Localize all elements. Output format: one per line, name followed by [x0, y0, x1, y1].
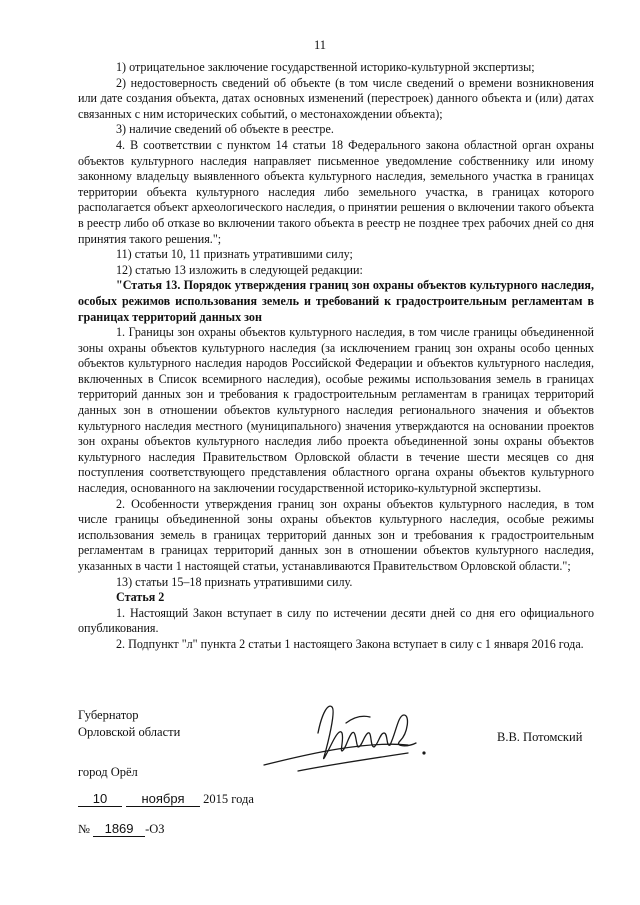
article-2-heading: Статья 2 [116, 590, 165, 605]
date-day: 10 [78, 792, 122, 807]
law-number-suffix: -ОЗ [145, 822, 165, 836]
paragraph: 1) отрицательное заключение государственной историко-культурной экспертизы; [116, 60, 535, 74]
paragraph: 1. Настоящий Закон вступает в силу по истечении десяти дней со дня его официального опубликования. [78, 605, 594, 636]
page-number: 11 [313, 38, 327, 52]
date-year: 2015 года [203, 792, 254, 806]
document-body [78, 60, 594, 653]
paragraph: 2. Особенности утверждения границ зон охраны объектов культурного наследия, в том числе границы объединенной зоны охраны объектов культурного наследия, особые режимы использования земель в границах территорий данных зон и требования к градостроительным регламентам в границах территорий данных зон в отношении объектов культурного наследия, указанных в части 1 настоящей статьи, устанавливаются Правительством Орловской области."; [78, 496, 594, 573]
paragraph: 13) статьи 15–18 признать утратившими силу. [116, 574, 353, 589]
handwritten-signature [258, 693, 430, 783]
signatory-title [78, 707, 180, 741]
date-month: ноября [126, 792, 200, 807]
number-sign: № [78, 822, 90, 836]
signatory-name: В.В. Потомский [497, 730, 583, 744]
signatory-title-line2: Орловской области [78, 725, 181, 739]
paragraph: 4. В соответствии с пунктом 14 статьи 18 Федерального закона областной орган охраны объектов культурного наследия направляет письменное уведомление собственнику или иному законному владельцу выявленного объекта культурного наследия, земельного участка в границах территории объекта культурного наследия либо земельного участка, в границах которого располагается объект археологического наследия, о принятии решения о включении такого объекта в реестр либо об отказе во включении такого объекта в реестр не позднее трех рабочих дней со дня принятия такого решения."; [78, 137, 594, 246]
paragraph: 11) статьи 10, 11 признать утратившими силу; [116, 247, 353, 262]
date-line [78, 792, 254, 807]
signatory-title-line1: Губернатор [78, 708, 139, 722]
paragraph: 2. Подпункт "л" пункта 2 статьи 1 настоящего Закона вступает в силу с 1 января 2016 года. [116, 636, 584, 651]
city: город Орёл [78, 765, 138, 779]
article-13-heading: "Статья 13. Порядок утверждения границ зон охраны объектов культурного наследия, особых режимов использования земель и требований к градостроительным регламентам в границах территорий данных зон [78, 278, 594, 324]
law-number-line [78, 822, 165, 837]
paragraph: 12) статью 13 изложить в следующей редакции: [116, 262, 363, 277]
paragraph: 2) недостоверность сведений об объекте (в том числе сведений о времени возникновения или дате создания объекта, датах основных изменений (перестроек) данного объекта и (или) датах связанных с ним исторических событий, о местонахождении объекта); [78, 75, 594, 121]
paragraph: 3) наличие сведений об объекте в реестре. [116, 122, 334, 137]
paragraph: 1. Границы зон охраны объектов культурного наследия, в том числе границы объединенной зоны охраны объектов культурного наследия (за исключением границ зон охраны особо ценных объектов культурного наследия народов Российской Федерации и объектов культурного наследия, включенных в Список всемирного наследия), особые режимы использования земель в границах территорий данных зон и требования к градостроительным регламентам в границах территорий данных зон в отношении объектов культурного наследия регионального значения и объектов культурного наследия местного (муниципального) значения утверждаются на основании проектов зон охраны объектов культурного наследия либо проекта объединенной зоны охраны объектов культурного наследия Правительством Орловской области в течение шести месяцев со дня поступления соответствующего представления областного органа охраны объектов культурного наследия, основанного на заключении государственной историко-культурной экспертизы. [78, 325, 594, 496]
law-number: 1869 [93, 822, 145, 837]
